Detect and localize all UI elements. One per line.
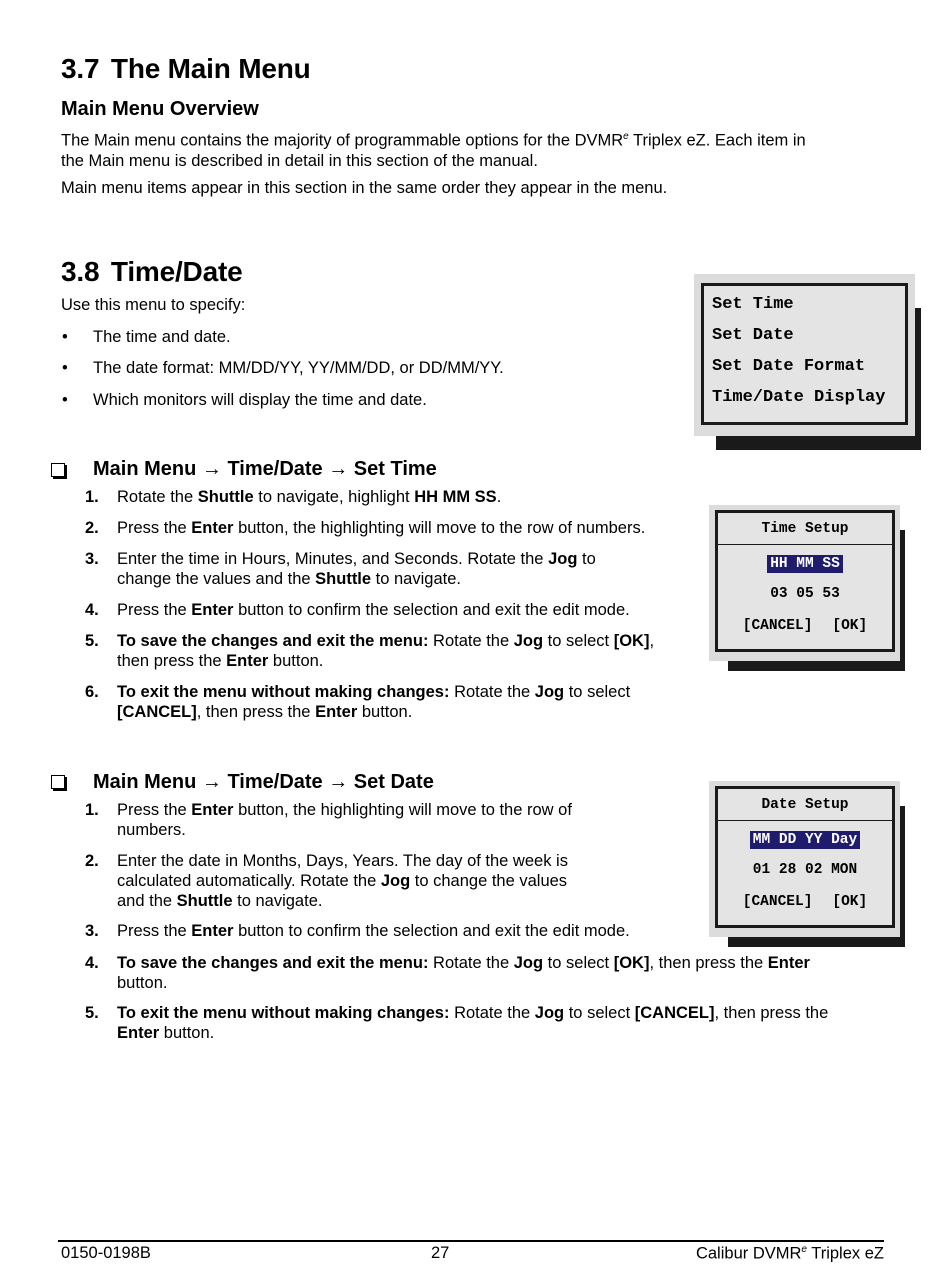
subsection-heading-set-date: Main Menu → Time/Date → Set Date xyxy=(93,771,434,793)
date-value: 01 28 02 MON xyxy=(752,862,858,878)
step-number: 1. xyxy=(85,488,99,506)
overview-paragraph-2: Main menu items appear in this section in the same order they appear in the menu. xyxy=(61,179,668,197)
step-text: Press the Enter button to confirm the selection and exit the edit mode. xyxy=(117,922,630,940)
overview-paragraph: The Main menu contains the majority of programmable options for the DVMR$^e$ Triplex eZ. Each item in the Main menu is described in detail in this section of the manual. xyxy=(61,131,806,170)
dialog-buttons xyxy=(718,894,892,910)
step-number: 1. xyxy=(85,801,99,819)
step-number: 4. xyxy=(85,601,99,619)
dialog-title: Date Setup xyxy=(761,797,849,813)
screen-inner xyxy=(715,786,895,928)
step-text: Rotate the Shuttle to navigate, highlight HH MM SS. xyxy=(117,488,502,506)
step-text: To save the changes and exit the menu: Rotate the Jog to select [OK], then press the Enter button. xyxy=(117,632,655,670)
section-heading-3-7 xyxy=(61,53,311,85)
section-title: The Main Menu xyxy=(110,53,311,84)
menu-item-set-time: Set Time xyxy=(712,295,794,314)
step-text: Press the Enter button to confirm the selection and exit the edit mode. xyxy=(117,601,630,619)
step-number: 5. xyxy=(85,1004,99,1022)
menu-item-set-date-format: Set Date Format xyxy=(712,357,866,376)
checkbox-icon xyxy=(51,463,65,477)
step-text: Press the Enter button, the highlighting will move to the row of numbers. xyxy=(117,801,572,839)
footer-doc-number: 0150-0198B xyxy=(61,1244,151,1262)
footer-product-name: Calibur DVMR$^e$ Triplex eZ xyxy=(695,1244,884,1263)
step-number: 3. xyxy=(85,922,99,940)
highlighted-field: MM DD YY Day xyxy=(750,831,860,849)
dialog-title: Time Setup xyxy=(761,521,849,537)
ok-option: [OK] xyxy=(832,618,868,634)
footer-page-number: 27 xyxy=(431,1244,450,1262)
section-title: Time/Date xyxy=(110,256,243,287)
menu-item-time-date-display: Time/Date Display xyxy=(712,388,886,407)
section-number: 3.8 xyxy=(61,256,100,287)
field-header xyxy=(718,832,892,848)
field-header xyxy=(718,556,892,572)
cancel-option: [CANCEL] xyxy=(742,894,813,910)
menu-item-set-date: Set Date xyxy=(712,326,794,345)
cancel-option: [CANCEL] xyxy=(742,618,813,634)
footer-rule xyxy=(58,1240,884,1242)
dialog-buttons xyxy=(718,618,892,634)
dialog-separator xyxy=(718,544,892,545)
step-text: To save the changes and exit the menu: Rotate the Jog to select [OK], then press the Enter button. xyxy=(117,954,810,992)
step-number: 3. xyxy=(85,550,99,568)
step-number: 5. xyxy=(85,632,99,650)
time-value: 03 05 53 xyxy=(770,586,840,602)
step-text: Press the Enter button, the highlighting will move to the row of numbers. xyxy=(117,519,646,537)
step-text: To exit the menu without making changes: Rotate the Jog to select [CANCEL], then press the Enter button. xyxy=(117,1004,829,1042)
intro-text: Use this menu to specify: xyxy=(61,296,246,314)
step-text: Enter the date in Months, Days, Years. The day of the week is calculated automatically. Rotate the Jog to change the values and the Shuttle to navigate. xyxy=(117,852,568,910)
screen-inner xyxy=(701,283,908,425)
highlighted-field: HH MM SS xyxy=(767,555,843,573)
step-text: To exit the menu without making changes: Rotate the Jog to select [CANCEL], then press the Enter button. xyxy=(117,683,631,721)
section-heading-3-8 xyxy=(61,256,242,288)
screen-inner xyxy=(715,510,895,652)
section-number: 3.7 xyxy=(61,53,100,84)
subsection-heading-set-time: Main Menu → Time/Date → Set Time xyxy=(93,458,437,480)
dialog-separator xyxy=(718,820,892,821)
step-number: 2. xyxy=(85,852,99,870)
step-number: 2. xyxy=(85,519,99,537)
ok-option: [OK] xyxy=(832,894,868,910)
checkbox-icon xyxy=(51,775,65,789)
step-number: 4. xyxy=(85,954,99,972)
subheading-overview: Main Menu Overview xyxy=(61,98,259,120)
step-text: Enter the time in Hours, Minutes, and Seconds. Rotate the Jog to change the values and the Shuttle to navigate. xyxy=(117,550,596,588)
step-number: 6. xyxy=(85,683,99,701)
